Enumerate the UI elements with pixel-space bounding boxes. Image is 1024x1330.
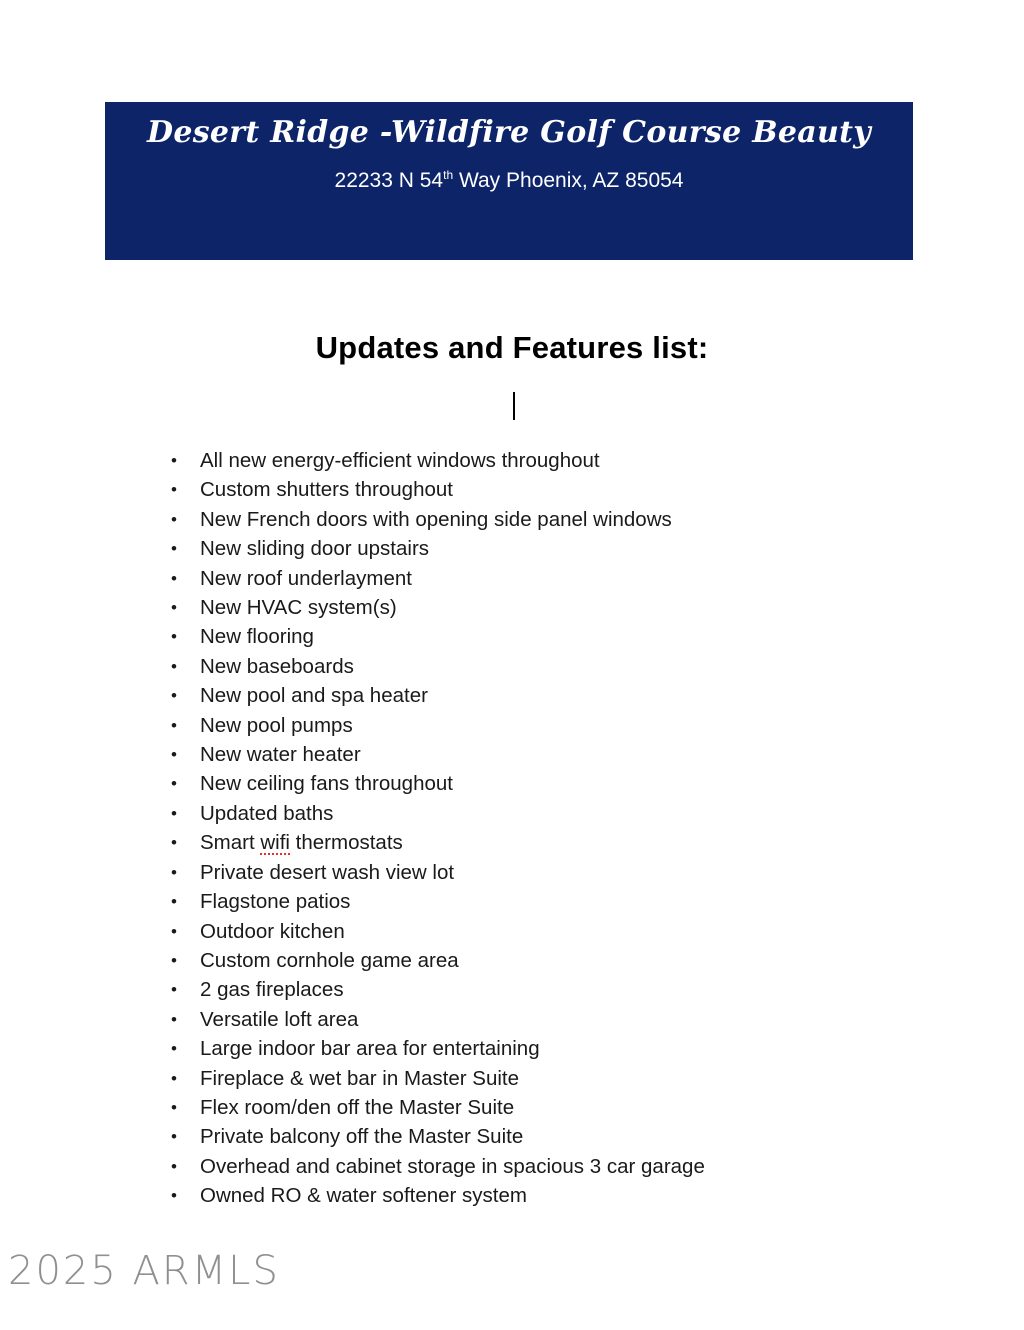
list-item-label: Private desert wash view lot <box>200 860 455 884</box>
list-item <box>160 711 950 740</box>
bullet-icon: • <box>171 509 177 529</box>
bullet-icon: • <box>171 1186 177 1206</box>
bullet-icon: • <box>171 1097 177 1117</box>
list-item-label: New French doors with opening side panel windows <box>200 507 672 531</box>
list-item-label: New water heater <box>200 743 361 767</box>
bullet-icon: • <box>171 862 177 882</box>
list-item-label: Flex room/den off the Master Suite <box>200 1095 515 1119</box>
list-item <box>160 505 950 534</box>
address-ordinal: th <box>443 167 454 182</box>
list-item <box>160 1034 950 1063</box>
list-item-label: New roof underlayment <box>200 566 412 590</box>
property-title: Desert Ridge -Wildfire Golf Course Beauty <box>147 115 871 150</box>
list-item-label: Custom cornhole game area <box>200 948 459 972</box>
list-item-label: Updated baths <box>200 801 334 825</box>
list-item <box>160 740 950 769</box>
list-item <box>160 917 950 946</box>
bullet-icon: • <box>171 568 177 588</box>
list-item-label: Custom shutters throughout <box>200 478 453 502</box>
bullet-icon: • <box>171 1068 177 1088</box>
bullet-icon: • <box>171 627 177 647</box>
list-item-label: 2 gas fireplaces <box>200 978 344 1002</box>
footer-watermark: 2025 ARMLS <box>8 1248 280 1294</box>
list-item <box>160 1152 950 1181</box>
list-item <box>160 1064 950 1093</box>
list-item-label: Owned RO & water softener system <box>200 1184 527 1208</box>
features-list <box>160 446 950 1211</box>
list-item-label: New baseboards <box>200 654 354 678</box>
list-item <box>160 1093 950 1122</box>
list-item-label: New HVAC system(s) <box>200 596 397 620</box>
list-item-label: Smart wifi thermostats <box>200 831 403 855</box>
list-item-label: Overhead and cabinet storage in spacious 3 car garage <box>200 1154 705 1178</box>
address-number: 22233 N 54 <box>334 168 444 192</box>
bullet-icon: • <box>171 539 177 559</box>
bullet-icon: • <box>171 451 177 470</box>
bullet-icon: • <box>171 774 177 794</box>
list-item <box>160 1005 950 1034</box>
address-rest: Way Phoenix, AZ 85054 <box>453 168 684 192</box>
list-item-label: New ceiling fans throughout <box>200 772 453 796</box>
bullet-icon: • <box>171 480 177 500</box>
bullet-icon: • <box>171 745 177 765</box>
bullet-icon: • <box>171 1156 177 1176</box>
header-banner <box>105 102 913 260</box>
bullet-icon: • <box>171 833 177 853</box>
bullet-icon: • <box>171 892 177 912</box>
property-address <box>105 151 913 193</box>
bullet-icon: • <box>171 980 177 1000</box>
list-item-label: All new energy-efficient windows throughout <box>200 449 600 472</box>
list-item <box>160 564 950 593</box>
list-item <box>160 1181 950 1210</box>
list-item <box>160 975 950 1004</box>
list-item <box>160 858 950 887</box>
bullet-icon: • <box>171 803 177 823</box>
bullet-icon: • <box>171 656 177 676</box>
list-item <box>160 799 950 828</box>
list-item <box>160 534 950 563</box>
list-item-label: Flagstone patios <box>200 890 351 914</box>
bullet-icon: • <box>171 715 177 735</box>
list-item <box>160 446 950 475</box>
list-item <box>160 622 950 651</box>
list-item-label: New flooring <box>200 625 314 649</box>
list-item-label: Outdoor kitchen <box>200 919 345 943</box>
list-item <box>160 475 950 504</box>
spellcheck-underline: wifi <box>260 831 290 855</box>
list-item-label: Versatile loft area <box>200 1007 359 1031</box>
bullet-icon: • <box>171 921 177 941</box>
bullet-icon: • <box>171 686 177 706</box>
text-cursor <box>513 392 515 420</box>
section-heading: Updates and Features list: <box>315 330 709 365</box>
list-item <box>160 593 950 622</box>
list-item-label: New sliding door upstairs <box>200 537 430 561</box>
list-item <box>160 652 950 681</box>
list-item-label: Large indoor bar area for entertaining <box>200 1037 540 1061</box>
list-item <box>160 769 950 798</box>
list-item <box>160 681 950 710</box>
bullet-icon: • <box>171 598 177 618</box>
list-item-label: New pool pumps <box>200 713 353 737</box>
bullet-icon: • <box>171 1009 177 1029</box>
list-item <box>160 887 950 916</box>
bullet-icon: • <box>171 1039 177 1059</box>
list-item-label: New pool and spa heater <box>200 684 428 708</box>
bullet-icon: • <box>171 950 177 970</box>
list-item-label: Private balcony off the Master Suite <box>200 1125 524 1149</box>
list-item-label: Fireplace & wet bar in Master Suite <box>200 1066 520 1090</box>
bullet-icon: • <box>171 1127 177 1147</box>
list-item <box>160 946 950 975</box>
list-item <box>160 1122 950 1151</box>
list-item <box>160 828 950 857</box>
